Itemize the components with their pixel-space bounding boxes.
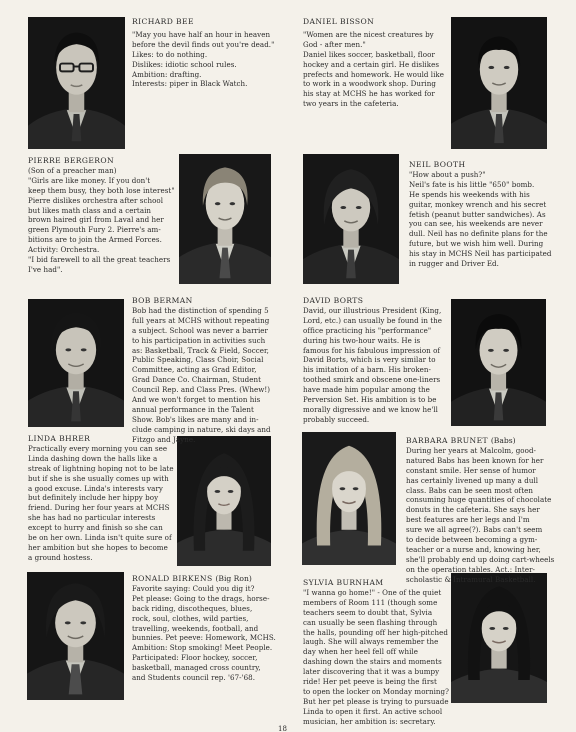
entry-line: Council Rep. and Class Pres. (Whew!)	[132, 385, 271, 395]
entry-line: hockey and a certain girl. He dislikes	[303, 59, 440, 69]
entry-line: but likes math class and a certain	[28, 205, 152, 215]
entry-line: full years at MCHS without repeating	[132, 315, 270, 325]
entry-line: his stay in MCHS Neil has participated	[409, 249, 552, 259]
entry-line: green Plymouth Fury 2. Pierre's am-	[28, 225, 161, 235]
entry-line: toothed smirk and obscene one-liners	[303, 375, 441, 385]
entry-line: Pierre dislikes orchestra after school	[28, 195, 164, 205]
entry-line: clude camping in nature, ski days and	[132, 424, 271, 434]
photo-david-borts	[451, 299, 546, 426]
entry-line: members of Room 111 (though some	[303, 597, 438, 607]
entry-line: guitar, monkey wrench and his secret	[409, 199, 547, 209]
entry-line: class. Babs can be seen most often	[406, 485, 533, 495]
student-name: RICHARD BEE	[132, 17, 194, 26]
entry-line: God - after men."	[303, 39, 366, 49]
entry-line: Committee, acting as Grad Editor,	[132, 365, 257, 375]
entry-line: morally digressive and we know he'll	[303, 404, 439, 414]
entry-line: to his participation in activities such	[132, 335, 266, 345]
entry-david-borts	[303, 296, 451, 425]
entry-richard-bee	[132, 17, 302, 89]
photo-neil-booth	[303, 154, 399, 284]
student-name: SYLVIA BURNHAM	[303, 578, 384, 587]
entry-line: his stay at MCHS he has worked for	[303, 89, 435, 99]
entry-line: she'll probably end up doing cart-wheels	[406, 554, 555, 564]
entry-line: you can see, his weekends are never	[409, 219, 543, 229]
entry-line: probably succeed.	[303, 414, 370, 424]
entry-line: Ambition: Stop smoking! Meet People.	[132, 643, 273, 653]
entry-body	[409, 170, 559, 269]
student-name: NEIL BOOTH	[409, 160, 466, 169]
entry-line: Grad Dance Co. Chairman, Student	[132, 375, 262, 385]
photo-richard-bee	[28, 17, 125, 149]
entry-line: Dislikes: idiotic school rules.	[132, 59, 237, 69]
entry-line: bitions are to join the Armed Forces.	[28, 235, 162, 245]
photo-ronald-birkens	[27, 572, 124, 700]
student-name	[132, 574, 302, 584]
entry-line: sure we all agree(?). Babs can't seem	[406, 525, 543, 535]
entry-line: laugh. She will always remember the	[303, 637, 439, 647]
entry-line: except to hurry and finish so she can	[28, 523, 163, 533]
entry-line: a subject. School was never a barrier	[132, 325, 268, 335]
student-nickname: (Babs)	[490, 436, 516, 445]
student-name: DANIEL BISSON	[303, 17, 375, 26]
entry-line: Practically every morning you can see	[28, 443, 168, 453]
entry-line: best features are her legs and I'm	[406, 515, 530, 525]
entry-line: Ambition: drafting.	[132, 69, 202, 79]
entry-line: basketball, managed cross country,	[132, 663, 261, 673]
student-nickname: (Big Ron)	[215, 574, 252, 583]
entry-line: to open the locker on Monday morning?	[303, 686, 449, 696]
entry-line: "Girls are like money. If you don't	[28, 175, 151, 185]
entry-line: travelling, weekends, football, and	[132, 623, 259, 633]
student-name: LINDA BHRER	[28, 434, 91, 443]
entry-line: donuts in the cafeteria. She says her	[406, 505, 540, 515]
entry-daniel-bisson	[303, 17, 451, 109]
entry-line: And we won't forget to mention his	[132, 395, 261, 405]
entry-body	[28, 166, 178, 275]
entry-line: back riding, discotheques, blues,	[132, 603, 253, 613]
student-name	[406, 436, 566, 446]
entry-sylvia-burnham	[303, 578, 453, 727]
page-number: 18	[278, 725, 287, 732]
entry-line: the halls, pounding off her high-pitched	[303, 627, 448, 637]
entry-line: teachers seem to doubt that, Sylvia	[303, 607, 433, 617]
entry-line: on the operation tables. Act.: Inter-	[406, 564, 535, 574]
entry-line: but if she is she usually comes up with	[28, 473, 169, 483]
entry-line: Perversion Set. His ambition is to be	[303, 395, 437, 405]
entry-line: during his two-hour waits. He is	[303, 335, 421, 345]
entry-body	[406, 446, 566, 585]
entry-line: have made him popular among the	[303, 385, 430, 395]
entry-line: future, but we wish him well. During	[409, 239, 544, 249]
entry-line: to work in a woodwork shop. During	[303, 79, 436, 89]
entry-line: but definitely include her hippy boy	[28, 493, 159, 503]
entry-line: day when her heel fell off while	[303, 647, 418, 657]
entry-line: Favorite saying: Could you dig it?	[132, 583, 255, 593]
entry-line: "Women are the nicest creatures by	[303, 29, 434, 39]
entry-line: a ground hostess.	[28, 552, 93, 562]
entry-line: as: Basketball, Track & Field, Soccer,	[132, 345, 269, 355]
student-name-text: RONALD BIRKENS	[132, 574, 213, 583]
entry-line: can usually be seen flashing through	[303, 617, 438, 627]
student-name-text: BARBARA BRUNET	[406, 436, 489, 445]
entry-line: Neil's fate is his little "650" bomb.	[409, 179, 535, 189]
entry-line: Activity: Orchestra.	[28, 245, 100, 255]
entry-line: streak of lightning hoping not to be late	[28, 463, 174, 473]
entry-line: Linda dashing down the halls like a	[28, 453, 158, 463]
photo-sylvia-burnham	[451, 573, 547, 703]
entry-line: teacher or a nurse and, knowing her,	[406, 544, 541, 554]
entry-line: David, our illustrious President (King,	[303, 305, 442, 315]
entry-line: her ambition but she hopes to become	[28, 542, 168, 552]
entry-line: and Students council rep. '67-'68.	[132, 673, 256, 683]
entry-line: "I bid farewell to all the great teachers	[28, 255, 171, 265]
entry-line: Fitzgo and Jayne.	[132, 434, 196, 444]
entry-line: Lord, etc.) can usually be found in the	[303, 315, 443, 325]
entry-line: Participated: Floor hockey, soccer,	[132, 653, 258, 663]
entry-line: "How about a push?"	[409, 169, 486, 179]
entry-line: prefects and homework. He would like	[303, 69, 445, 79]
entry-bob-berman	[132, 296, 296, 445]
entry-line: Linda to open it first. An active school	[303, 706, 443, 716]
entry-line: later discovering that it was a bumpy	[303, 667, 440, 677]
entry-line: Pet please: Going to the drags, horse-	[132, 593, 270, 603]
entry-line: He spends his weekends with his	[409, 189, 530, 199]
photo-linda-bhrer	[177, 436, 271, 566]
entry-line: office practicing his "performance"	[303, 325, 432, 335]
entry-line: to decide between becoming a gym-	[406, 535, 538, 545]
entry-line: But her pet please is trying to pursuade	[303, 696, 449, 706]
entry-line: Public Speaking, Class Choir, Social	[132, 355, 264, 365]
entry-line: has certainly livened up many a dull	[406, 475, 539, 485]
entry-line: before the devil finds out you're dead."	[132, 39, 275, 49]
entry-line: constant smile. Her sense of humor	[406, 465, 536, 475]
entry-line: be on her own. Linda isn't quite sure of	[28, 533, 172, 543]
entry-body	[303, 30, 451, 109]
entry-linda-bhrer	[28, 434, 178, 563]
entry-line: brown haired girl from Laval and her	[28, 215, 164, 225]
photo-daniel-bisson	[451, 17, 547, 149]
entry-ronald-birkens	[132, 574, 302, 683]
entry-line: Bob had the distinction of spending 5	[132, 305, 269, 315]
entry-line: natured Babs has been known for her	[406, 455, 544, 465]
entry-line: I've had".	[28, 264, 63, 274]
entry-line: bunnies. Pet peeve: Homework, MCHS.	[132, 633, 276, 643]
entry-line: famous for his fabulous impression of	[303, 345, 441, 355]
entry-line: fetish (peanut butter sandwiches). As	[409, 209, 546, 219]
entry-line: "I wanna go home!" - One of the quiet	[303, 587, 442, 597]
entry-line: she has had no particular interests	[28, 513, 156, 523]
entry-line: musician, her ambition is: secretary.	[303, 716, 436, 726]
entry-body	[303, 306, 451, 425]
entry-line: "May you have half an hour in heaven	[132, 29, 271, 39]
entry-line: (Son of a preacher man)	[28, 165, 117, 175]
entry-body	[132, 584, 302, 683]
entry-line: keep them busy, they both lose interest"	[28, 185, 175, 195]
entry-line: Show. Bob's likes are many and in-	[132, 414, 259, 424]
student-name: DAVID BORTS	[303, 296, 364, 305]
entry-line: a good excuse. Linda's interests vary	[28, 483, 163, 493]
entry-line: David Borts, which is very similar to	[303, 355, 436, 365]
entry-line: Daniel likes soccer, basketball, floor	[303, 49, 435, 59]
entry-pierre-bergeron	[28, 156, 178, 275]
entry-line: in rugger and Driver Ed.	[409, 259, 499, 269]
entry-line: dull. Neil has no definite plans for the	[409, 229, 548, 239]
student-name: BOB BERMAN	[132, 296, 193, 305]
photo-barbara-brunet	[302, 432, 396, 565]
entry-line: dashing down the stairs and moments	[303, 657, 442, 667]
entry-line: his imitation of a barn. His broken-	[303, 365, 431, 375]
entry-line: scholastic & Intramural Basketball.	[406, 574, 536, 584]
entry-line: During her years at Malcolm, good-	[406, 445, 536, 455]
entry-line: ride! Her pet peeve is being the first	[303, 677, 437, 687]
entry-line: consuming huge quantities of chocolate	[406, 495, 552, 505]
entry-neil-booth	[409, 160, 559, 269]
entry-line: Likes: to do nothing.	[132, 49, 208, 59]
student-name: PIERRE BERGERON	[28, 156, 115, 165]
entry-line: friend. During her four years at MCHS	[28, 503, 170, 513]
entry-body	[132, 306, 296, 445]
entry-line: Interests: piper in Black Watch.	[132, 79, 248, 89]
entry-body	[303, 588, 453, 727]
entry-body	[28, 444, 178, 563]
entry-line: two years in the cafeteria.	[303, 99, 399, 109]
entry-line: rock, soul, clothes, wild parties,	[132, 613, 249, 623]
entry-body	[132, 30, 302, 89]
photo-bob-berman	[28, 299, 124, 427]
entry-barbara-brunet	[406, 436, 566, 585]
entry-line: annual performance in the Talent	[132, 404, 254, 414]
photo-pierre-bergeron	[179, 154, 271, 284]
